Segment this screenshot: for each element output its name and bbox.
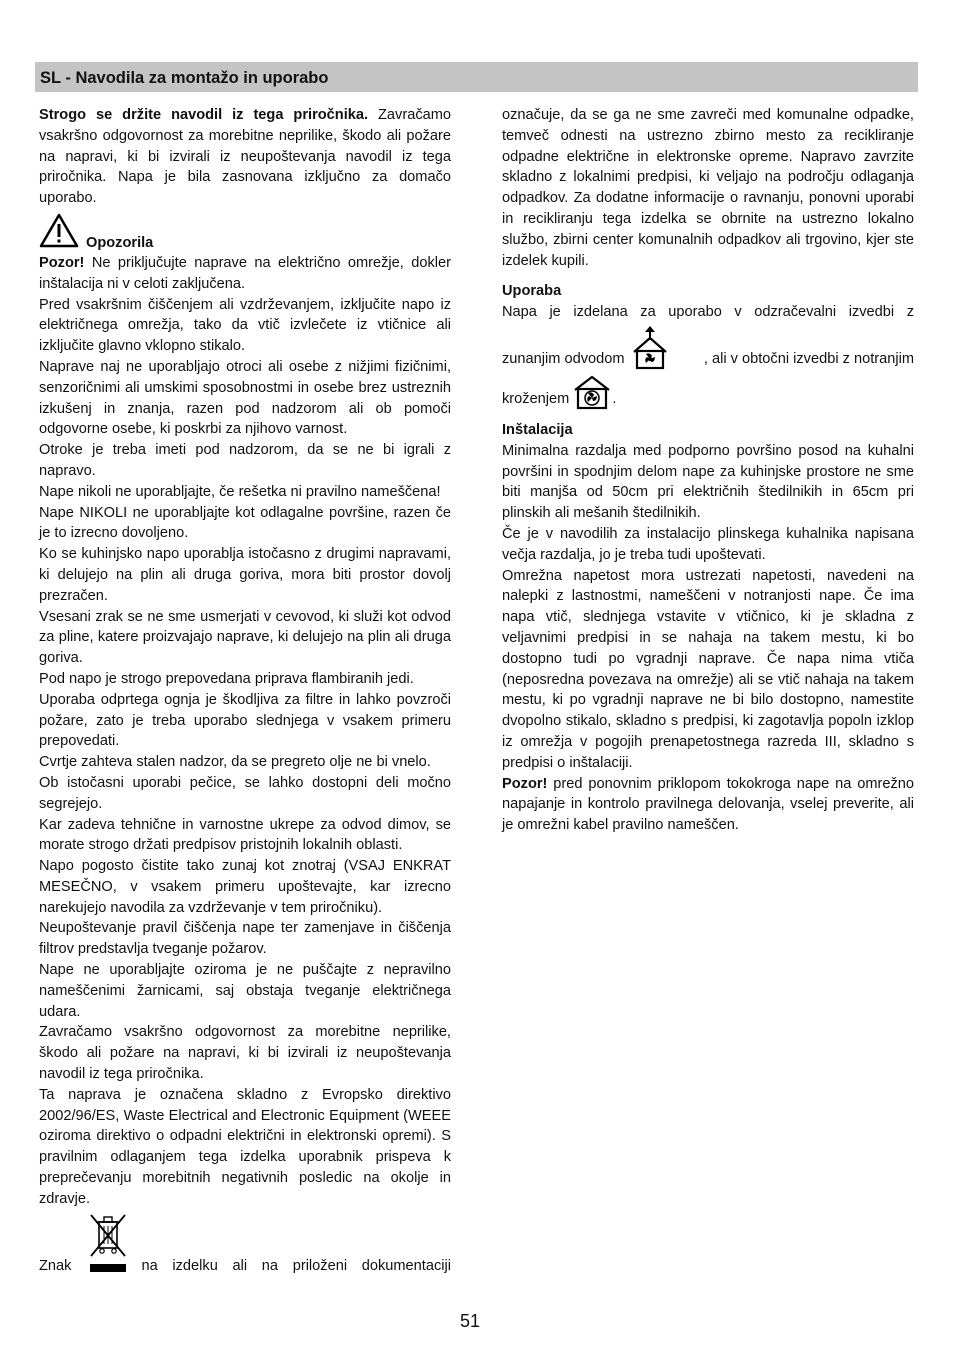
warning-paragraph: Zavračamo vsakršno odgovornost za morebitne neprilike, škodo ali požare na napravi, ki bi izvirali iz neupoštevanja navodil iz tega priročnika. <box>39 1024 451 1083</box>
weee-paragraph: Ta naprava je označena skladno z Evropsko direktivo 2002/96/ES, Waste Electrical and Electronic Equipment (WEEE oziroma direktivo o odpadni električni in elektronski opremi). S pravilnim odlaganjem tega izdelka uporabnik prispeva k preprečevanju morebitnih negativnih posledic na okolje in zdravje. <box>39 1086 451 1207</box>
page-number: 51 <box>460 1311 481 1331</box>
warning-paragraph: Neupoštevanje pravil čiščenja nape ter zamenjave in čiščenja filtrov predstavlja tveganje požarov. <box>39 920 451 958</box>
warnings-heading-row <box>39 213 451 253</box>
warning-text: Ne priključujte naprave na električno omrežje, dokler inštalacija ni v celoti zaključena. <box>39 254 451 292</box>
warning-paragraph: Ob istočasni uporabi pečice, se lahko dostopni deli močno segrejejo. <box>39 774 451 812</box>
weee-symbol-row <box>39 1212 451 1276</box>
instalacija-paragraph: Če je v navodilih za instalacijo plinskega kuhalnika napisana večja razdalja, jo je treba tudi upoštevati. <box>502 525 914 563</box>
uporaba-end: . <box>612 391 617 408</box>
section-header <box>35 62 918 92</box>
instalacija-paragraph: Omrežna napetost mora ustrezati napetosti, navedeni na nalepki z lastnostmi, nameščeni v notranjosti nape. Če ima napa vtič, slednjega vstavite v vtičnico, ki je skladna z veljavnimi predpisi in se nahaja na takem mestu, ki bo dostopno tudi po vgradnji naprave. Če napa nima vtiča (neposredna povezava na omrežje) ali se vtič nahaja na takem mestu, ki po vgradnji naprave ne bi bilo dostopno, namestite dvopolno stikalo, skladno s predpisi, ki zagotavlja popoln izklop iz omrežja v pogojih prenapetostnega razreda III, skladno s predpisi o inštalaciji. <box>502 567 914 771</box>
uporaba-b: , ali v obtočni izvedbi z notranjim <box>703 351 914 368</box>
uporaba-text: Napa je izdelana za uporabo v odzračevalni izvedbi z <box>502 304 914 321</box>
warning-paragraph: Pred vsakršnim čiščenjem ali vzdrževanjem, izključite napo iz električnega omrežja, tako da vtič izvlečete iz vtičnice ali izključite glavno vklopno stikalo. <box>39 296 451 355</box>
pozor-label: Pozor! <box>502 775 548 792</box>
warning-paragraph: Napo pogosto čistite tako zunaj kot znotraj (VSAJ ENKRAT MESEČNO, v vsakem primeru upoštevajte, kar izrecno narekujejo navodila za vzdrževanje v tem priročniku). <box>39 858 451 916</box>
intro-paragraph <box>39 105 451 209</box>
section-title: SL - Navodila za montažo in uporabo <box>40 69 329 87</box>
warning-paragraph: Uporaba odprtega ognja je škodljiva za filtre in lahko povzroči požare, zato je treba uporabo slednjega v vsakem primeru prepovedati. <box>39 691 451 750</box>
znak-line <box>39 1256 451 1277</box>
instalacija-paragraph <box>502 774 914 836</box>
uporaba-line-3 <box>502 372 914 410</box>
warning-paragraph: Vsesani zrak se ne sme usmerjati v cevovod, ki služi kot odvod za pline, katere proizvajajo naprave, ki delujejo na plin ali druga goriva. <box>39 608 451 667</box>
uporaba-line-2 <box>502 325 914 370</box>
warning-paragraph: Ko se kuhinjsko napo uporablja istočasno z drugimi napravami, ki delujejo na plin ali druga goriva, mora biti prostor dovolj prezračen. <box>39 546 451 604</box>
znak-end: na izdelku ali na priloženi dokumentaciji <box>141 1257 451 1274</box>
warning-triangle-icon <box>39 213 79 249</box>
warning-paragraph: Nape ne uporabljajte oziroma je ne puščajte z nepravilno nameščenimi žarnicami, saj obstaja tveganje električnega udara. <box>39 962 451 1020</box>
recirculation-hood-icon <box>572 374 612 410</box>
warning-paragraph: Nape NIKOLI ne uporabljajte kot odlagalne površine, razen če je to izrecno dovoljeno. <box>39 504 451 542</box>
instalacija-paragraph: Minimalna razdalja med podporno površino posod na kuhalni površini in spodnjim delom nape za kuhinjske prostore ne sme biti manjša od 50cm pri električnih štedilnikih in 65cm pri plinskih ali mešanih štedilnikih. <box>502 442 914 522</box>
znak-start: Znak <box>39 1257 72 1274</box>
uporaba-c: kroženjem <box>502 391 570 408</box>
uporaba-heading: Uporaba <box>502 283 562 300</box>
pozor-label: Pozor! <box>39 254 85 271</box>
uporaba-a: zunanjim odvodom <box>502 351 625 368</box>
warning-paragraph: Cvrtje zahteva stalen nadzor, da se pregreto olje ne bi vnelo. <box>39 754 431 771</box>
ducted-hood-icon <box>631 326 669 370</box>
left-column <box>39 105 451 1276</box>
instalacija-heading: Inštalacija <box>502 421 573 438</box>
intro-bold: Strogo se držite navodil iz tega priročnika. <box>39 107 369 123</box>
warnings-heading: Opozorila <box>86 234 154 251</box>
crossed-bin-icon <box>85 1212 131 1260</box>
warning-paragraph: Kar zadeva tehnične in varnostne ukrepe za odvod dimov, se morate strogo držati predpisov pristojnih lokalnih oblasti. <box>39 816 451 854</box>
warning-paragraph: Nape nikoli ne uporabljajte, če rešetka ni pravilno nameščena! <box>39 483 441 500</box>
warning-paragraph: Naprave naj ne uporabljajo otroci ali osebe z nižjimi fizičnimi, senzoričnimi ali umskimi sposobnostmi in osebe brez ustreznih izkušenj in znanja, razen pod nadzorom ali ob pomoči odgovorne osebe, ki poskrbi za njihovo varnost. <box>39 358 451 438</box>
warning-paragraph: Otroke je treba imeti pod nadzorom, da se ne bi igrali z napravo. <box>39 442 451 479</box>
instalacija-text: pred ponovnim priklopom tokokroga nape na omrežno napajanje in kontrolo pravilnega delovanja, vselej preverite, ali je omrežni kabel pravilno nameščen. <box>502 775 914 834</box>
intro-rest: Zavračamo vsakršno odgovornost za morebitne neprilike, škodo ali požare na napravi, ki bi izvirali iz neupoštevanja navodil iz tega priročnika. Napa je bila zasnovana izključno za domačo uporabo. <box>39 107 452 207</box>
warning-paragraph <box>39 253 451 295</box>
warning-paragraph: Pod napo je strogo prepovedana priprava flambiranih jedi. <box>39 670 414 687</box>
weee-continuation: označuje, da se ga ne sme zavreči med komunalne odpadke, temveč odnesti na ustrezno zbirno mesto za recikliranje odpadne električne in elektronske opreme. Napravo zavrzite skladno z lokalnimi predpisi, ki veljajo na področju odlaganja odpadkov. Za dodatne informacije o ravnanju, ponovni uporabi in recikliranju tega izdelka se obrnite na ustrezno lokalno službo, zbirni center komunalnih odpadkov ali trgovino, kjer ste izdelek kupili. <box>502 107 914 269</box>
right-column <box>502 105 914 836</box>
